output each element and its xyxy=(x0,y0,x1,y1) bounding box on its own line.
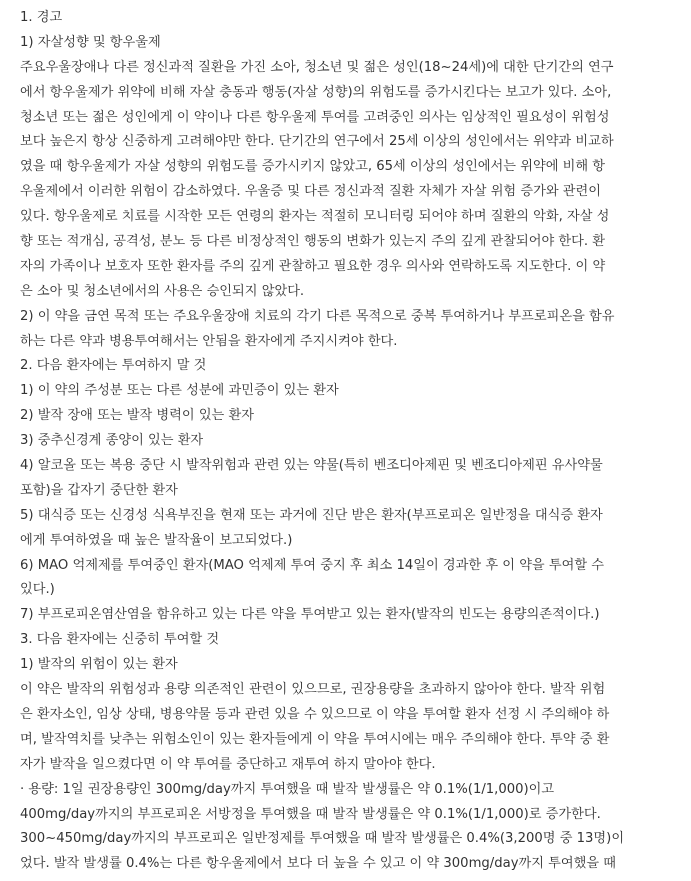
text-line: 향 또는 적개심, 공격성, 분노 등 다른 비정상적인 행동의 변화가 있는지 주의 깊게 관찰되어야 한다. 환 xyxy=(20,234,606,250)
text-line: 였을 때 항우울제가 자살 성향의 위험도를 증가시키지 않았고, 65세 이상의 성인에서는 위약에 비해 항 xyxy=(20,159,606,175)
text-line: 었다. 발작 발생률 0.4%는 다른 항우울제에서 보다 더 높을 수 있고 이 약 300mg/day까지 투여했을 때 xyxy=(20,856,617,872)
text-line: 2) 이 약을 금연 목적 또는 주요우울장애 치료의 각기 다른 목적으로 중복 투여하거나 부프로피온을 함유 xyxy=(20,308,615,324)
subsection-heading: 1) 발작의 위험이 있는 환자 xyxy=(20,657,178,673)
text-line: 우울제에서 이러한 위험이 감소하였다. 우울증 및 다른 정신과적 질환 자체가 자살 위험 증가와 관련이 xyxy=(20,184,601,200)
text-line: 있다.) xyxy=(20,582,55,598)
subsection-heading: 1) 자살성향 및 항우울제 xyxy=(20,34,161,50)
text-line: · 용량: 1일 권장용량인 300mg/day까지 투여했을 때 발작 발생률은 약 0.1%(1/1,000)이고 xyxy=(20,781,555,797)
text-line: 며, 발작역치를 낮추는 위험소인이 있는 환자들에게 이 약을 투여시에는 매우 주의해야 한다. 투약 중 환 xyxy=(20,731,610,747)
list-item: 5) 대식증 또는 신경성 식욕부진을 현재 또는 과거에 진단 받은 환자(부프로피온 일반정을 대식증 환자 xyxy=(20,507,603,523)
text-line: 이 약은 발작의 위험성과 용량 의존적인 관련이 있으므로, 권장용량을 초과하지 않아야 한다. 발작 위험 xyxy=(20,682,606,698)
section-heading: 3. 다음 환자에는 신중히 투여할 것 xyxy=(20,632,220,648)
text-line: 에서 항우울제가 위약에 비해 자살 충동과 행동(자살 성향)의 위험도를 증가시킨다는 보고가 있다. 소아, xyxy=(20,84,612,100)
text-line: 300~450mg/day까지의 부프로피온 일반정제를 투여했을 때 발작 발생률은 0.4%(3,200명 중 13명)이 xyxy=(20,831,625,847)
text-line: 포함)을 갑자기 중단한 환자 xyxy=(20,482,178,498)
text-line: 은 환자소인, 임상 상태, 병용약물 등과 관련 있을 수 있으므로 이 약을 투여할 환자 선정 시 주의해야 하 xyxy=(20,706,610,722)
text-line: 청소년 또는 젊은 성인에게 이 약이나 다른 항우울제 투여를 고려중인 의사는 임상적인 필요성이 위험성 xyxy=(20,109,610,125)
list-item: 2) 발작 장애 또는 발작 병력이 있는 환자 xyxy=(20,408,254,424)
text-line: 에게 투여하였을 때 높은 발작율이 보고되었다.) xyxy=(20,532,293,548)
list-item: 7) 부프로피온염산염을 함유하고 있는 다른 약을 투여받고 있는 환자(발작의 빈도는 용량의존적이다.) xyxy=(20,607,600,623)
text-line: 자의 가족이나 보호자 또한 환자를 주의 깊게 관찰하고 필요한 경우 의사와 연락하도록 지도한다. 이 약 xyxy=(20,258,606,274)
list-item: 1) 이 약의 주성분 또는 다른 성분에 과민증이 있는 환자 xyxy=(20,383,339,399)
list-item: 3) 중추신경계 종양이 있는 환자 xyxy=(20,433,204,449)
text-line: 있다. 항우울제로 치료를 시작한 모든 연령의 환자는 적절히 모니터링 되어야 하며 질환의 악화, 자살 성 xyxy=(20,209,610,225)
text-line: 주요우울장애나 다른 정신과적 질환을 가진 소아, 청소년 및 젊은 성인(18~24세)에 대한 단기간의 연구 xyxy=(20,59,614,75)
text-line: 하는 다른 약과 병용투여해서는 안됨을 환자에게 주지시켜야 한다. xyxy=(20,333,398,349)
section-heading: 1. 경고 xyxy=(20,10,63,25)
text-line: 은 소아 및 청소년에서의 사용은 승인되지 않았다. xyxy=(20,283,305,299)
text-line: 400mg/day까지의 부프로피온 서방정을 투여했을 때 발작 발생률은 약 0.1%(1/1,000)로 증가한다. xyxy=(20,806,601,822)
text-line: 보다 높은지 항상 신중하게 고려해야만 한다. 단기간의 연구에서 25세 이상의 성인에서는 위약과 비교하 xyxy=(20,134,614,150)
text-line: 자가 발작을 일으켰다면 이 약 투여를 중단하고 재투여 하지 말아야 한다. xyxy=(20,756,436,772)
section-heading: 2. 다음 환자에는 투여하지 말 것 xyxy=(20,358,207,374)
list-item: 4) 알코올 또는 복용 중단 시 발작위험과 관련 있는 약물(특히 벤조디아제핀 및 벤조디아제핀 유사약물 xyxy=(20,458,603,474)
list-item: 6) MAO 억제제를 투여중인 환자(MAO 억제제 투여 중지 후 최소 14일이 경과한 후 이 약을 투여할 수 xyxy=(20,557,605,573)
